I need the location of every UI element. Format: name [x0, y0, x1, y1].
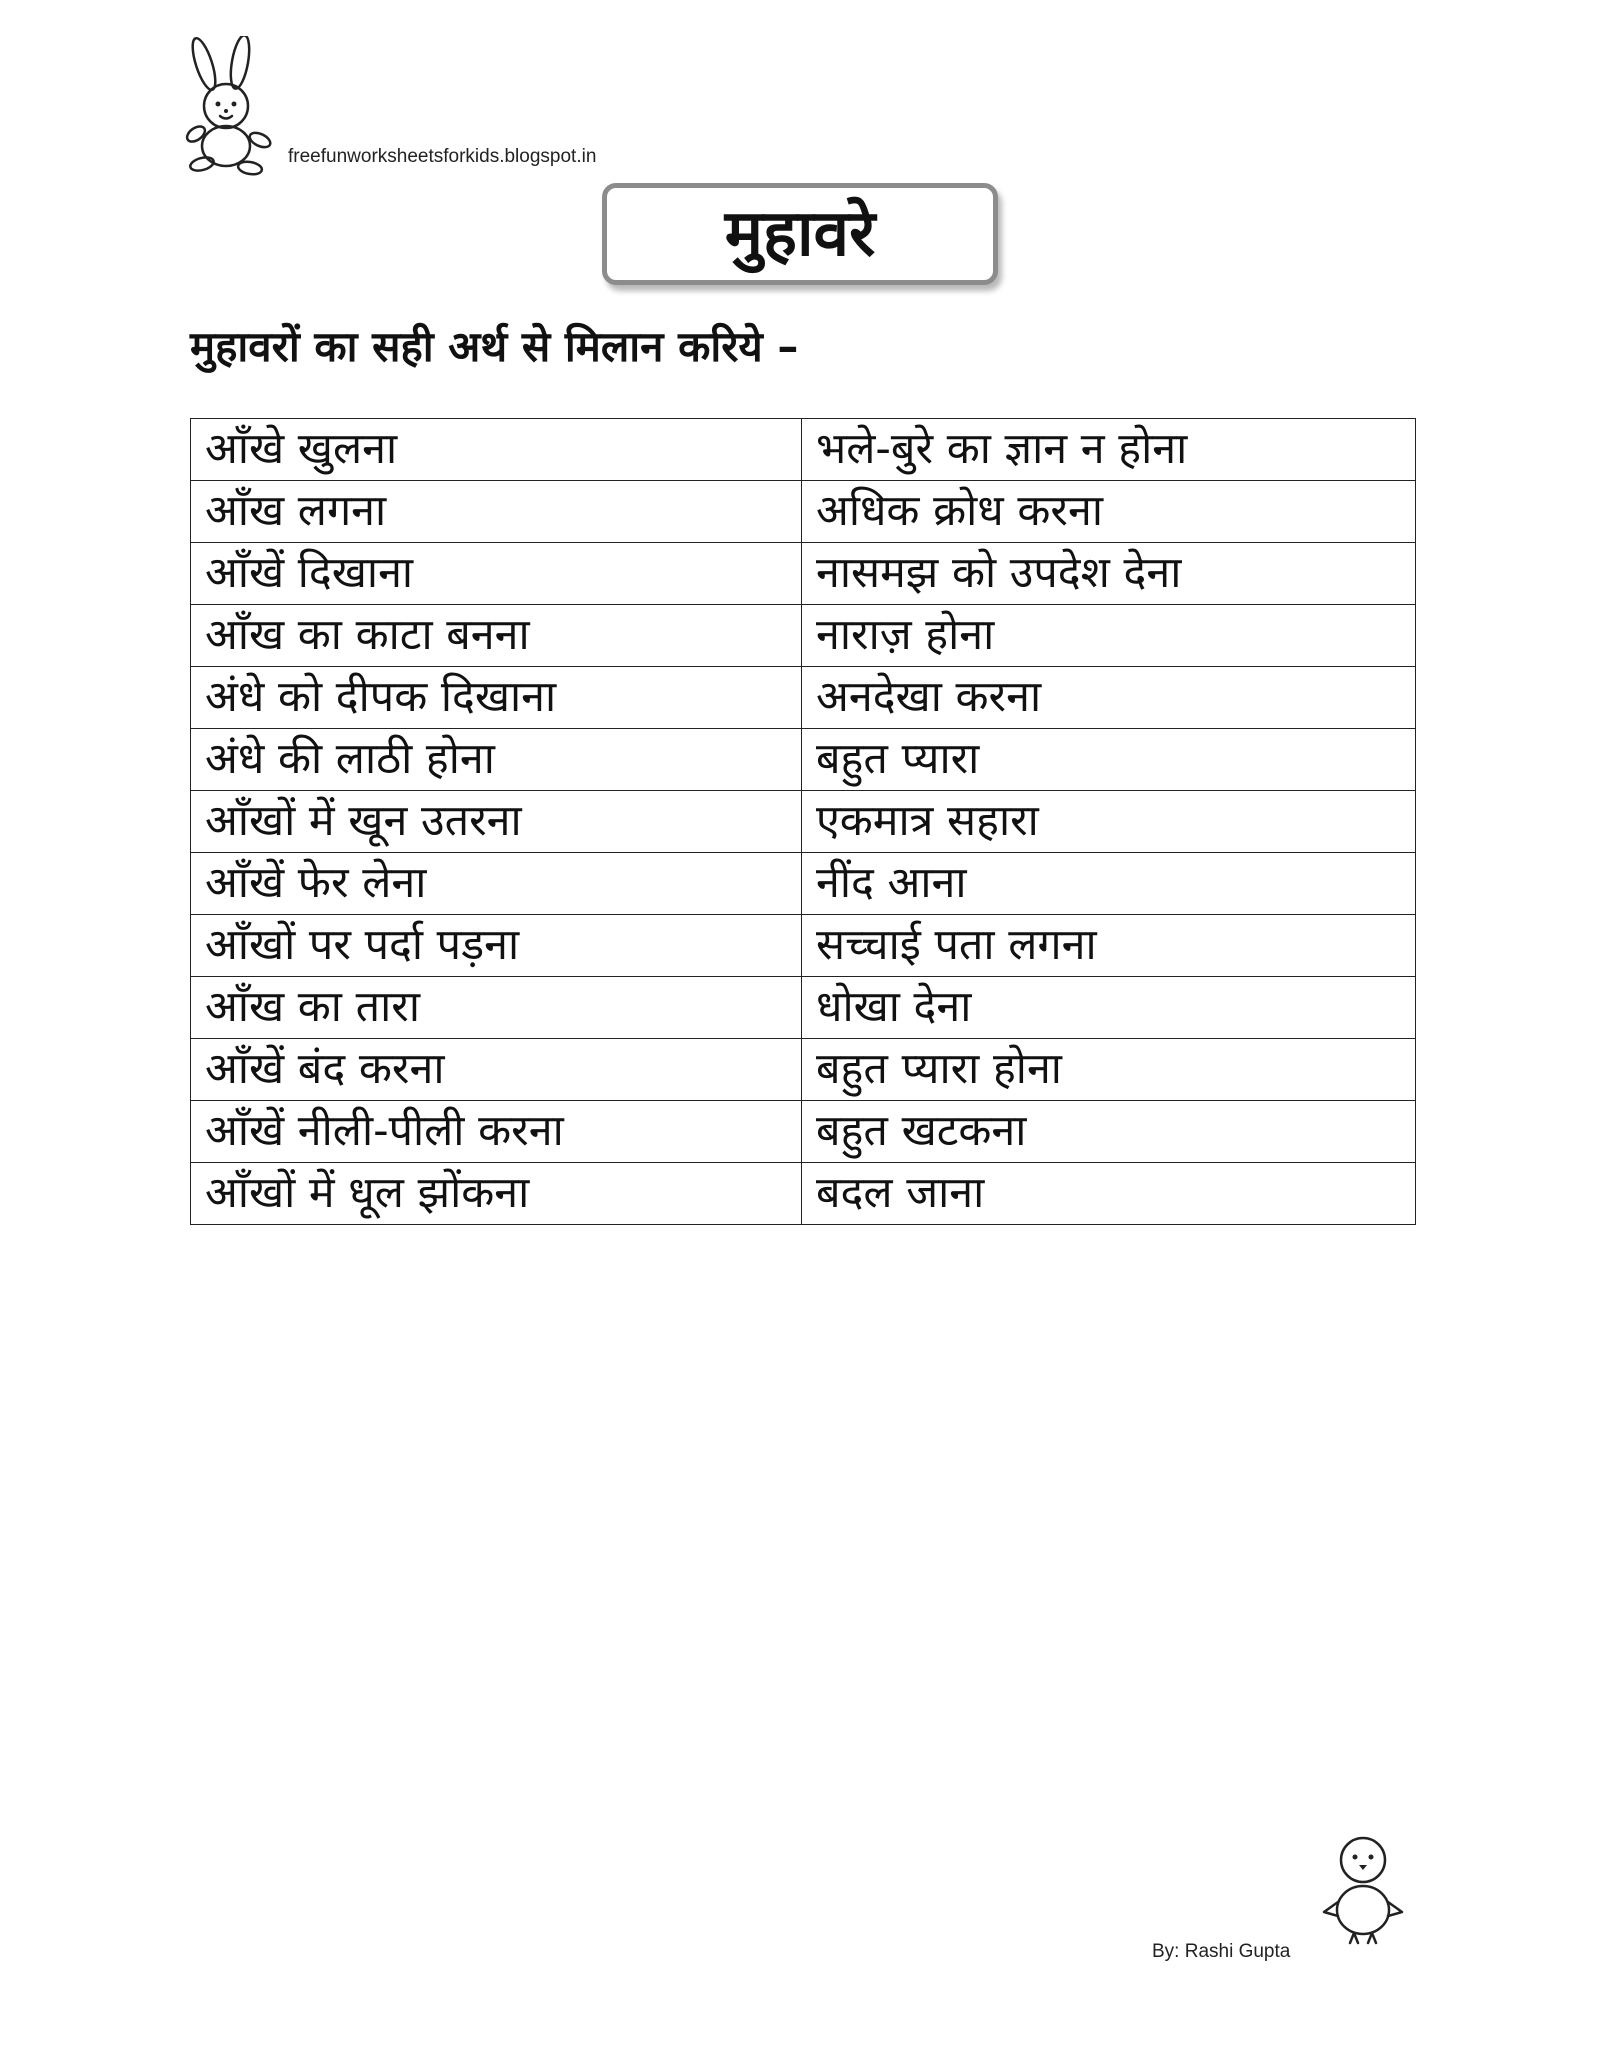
table-row [191, 977, 1416, 1039]
table-row [191, 729, 1416, 791]
meaning-cell: बहुत खटकना [802, 1101, 1416, 1163]
meaning-cell: अनदेखा करना [802, 667, 1416, 729]
meaning-cell: एकमात्र सहारा [802, 791, 1416, 853]
idiom-cell: आँखें बंद करना [191, 1039, 802, 1101]
website-url: freefunworksheetsforkids.blogspot.in [288, 146, 597, 167]
meaning-cell: धोखा देना [802, 977, 1416, 1039]
table-row [191, 419, 1416, 481]
idiom-cell: आँखों पर पर्दा पड़ना [191, 915, 802, 977]
table-row [191, 481, 1416, 543]
idiom-cell: अंधे को दीपक दिखाना [191, 667, 802, 729]
page-title: मुहावरे [724, 197, 876, 271]
table-row [191, 667, 1416, 729]
idiom-cell: आँखें दिखाना [191, 543, 802, 605]
idiom-matching-table [190, 418, 1416, 1225]
table-row [191, 915, 1416, 977]
idiom-cell: आँख का तारा [191, 977, 802, 1039]
meaning-cell: नासमझ को उपदेश देना [802, 543, 1416, 605]
idiom-cell: आँखें फेर लेना [191, 853, 802, 915]
table-row [191, 605, 1416, 667]
table-row [191, 1101, 1416, 1163]
author-credit: By: Rashi Gupta [1152, 1941, 1291, 1962]
table-row [191, 543, 1416, 605]
bunny-icon [180, 36, 290, 176]
meaning-cell: नाराज़ होना [802, 605, 1416, 667]
idiom-cell: आँख का काटा बनना [191, 605, 802, 667]
table-body [191, 419, 1416, 1225]
meaning-cell: नींद आना [802, 853, 1416, 915]
meaning-cell: बहुत प्यारा [802, 729, 1416, 791]
title-box [602, 183, 998, 285]
idiom-cell: आँखों में धूल झोंकना [191, 1163, 802, 1225]
meaning-cell: अधिक क्रोध करना [802, 481, 1416, 543]
idiom-cell: आँख लगना [191, 481, 802, 543]
table-row [191, 1163, 1416, 1225]
meaning-cell: भले-बुरे का ज्ञान न होना [802, 419, 1416, 481]
table-row [191, 853, 1416, 915]
idiom-cell: अंधे की लाठी होना [191, 729, 802, 791]
idiom-cell: आँखों में खून उतरना [191, 791, 802, 853]
table-row [191, 791, 1416, 853]
meaning-cell: बहुत प्यारा होना [802, 1039, 1416, 1101]
idiom-cell: आँखे खुलना [191, 419, 802, 481]
chick-icon [1318, 1832, 1408, 1947]
table-row [191, 1039, 1416, 1101]
idiom-cell: आँखें नीली-पीली करना [191, 1101, 802, 1163]
meaning-cell: बदल जाना [802, 1163, 1416, 1225]
meaning-cell: सच्चाई पता लगना [802, 915, 1416, 977]
instruction-text: मुहावरों का सही अर्थ से मिलान करिये – [190, 322, 799, 371]
